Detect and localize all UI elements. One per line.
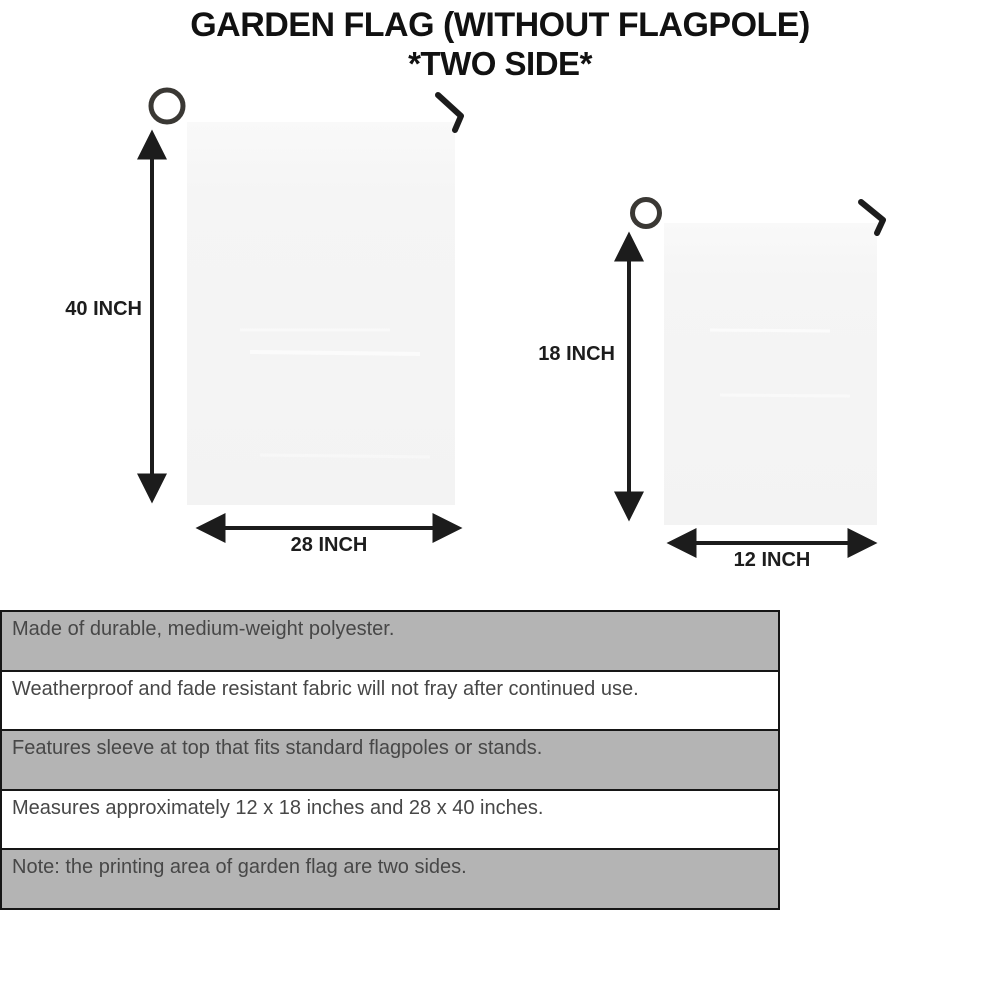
feature-row-measurements [2,791,778,851]
large-flag-width-label: 28 INCH [290,534,368,556]
large-flag-diagram [151,90,461,607]
feature-row-material [2,612,778,672]
feature-text: Features sleeve at top that fits standard flagpoles or stands. [12,737,543,759]
feature-text: Measures approximately 12 x 18 inches and 28 x 40 inches. [12,796,544,819]
small-flag-height-label: 18 INCH [538,343,615,365]
fold-mark [260,455,430,457]
feature-text: Made of durable, medium-weight polyester. [12,618,395,640]
small-flag-canvas [664,223,877,525]
small-flag-diagram [629,200,883,609]
small-flagpole-loop-icon [633,200,660,227]
feature-row-sleeve [2,731,778,791]
fold-mark [250,352,420,354]
large-flag-canvas [187,122,455,505]
feature-row-weatherproof [2,672,778,732]
large-flag-height-label: 40 INCH [65,298,142,320]
feature-list [0,610,780,910]
fold-mark [710,330,830,331]
page-title: GARDEN FLAG (WITHOUT FLAGPOLE) [190,6,810,44]
page-subtitle: *TWO SIDE* [408,45,592,82]
feature-text: Note: the printing area of garden flag are two sides. [12,856,467,878]
fold-mark [720,395,850,396]
small-flag-width-label: 12 INCH [733,549,811,571]
feature-text: Weatherproof and fade resistant fabric will not fray after continued use. [12,677,639,700]
feature-row-note [2,850,778,908]
large-flagpole-loop-icon [151,90,183,122]
